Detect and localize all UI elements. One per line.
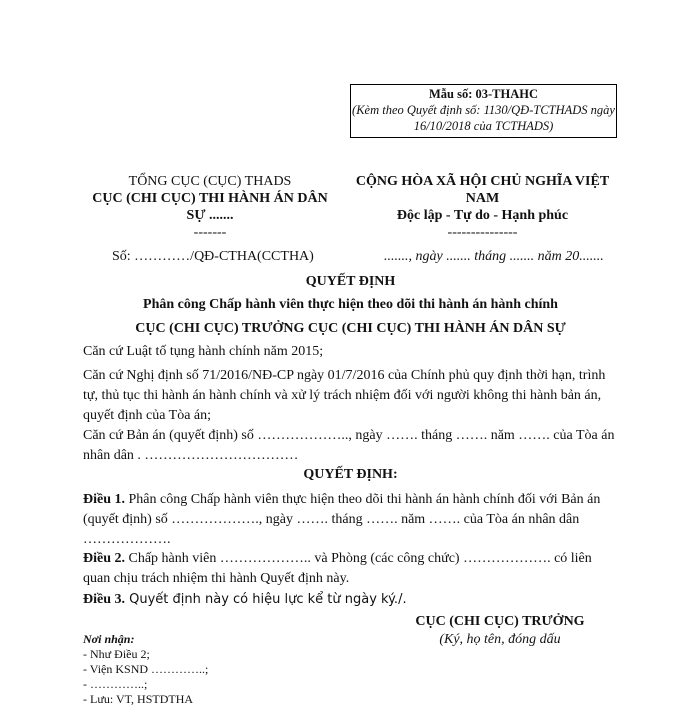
recipient-item: - Lưu: VT, HSTDTHA [83,692,194,706]
national-motto: Độc lập - Tự do - Hạnh phúc [396,208,569,223]
legal-basis-3: Căn cứ Bản án (quyết định) số ……………….., ngày ……. tháng ……. năm ……. của Tòa án nhân dân . …………………………… [83,428,615,463]
agency-parent: TỔNG CỤC (CỤC) THADS [128,174,292,189]
article-text: Phân công Chấp hành viên thực hiện theo dõi thi hành án hành chính đối với Bản án (quyết định) số ………………., ngày ……. tháng ……. năm ……. của Tòa án nhân dân ………………. [83,492,601,547]
decision-number: Số: …………/QĐ-CTHA(CCTHA) [112,249,314,264]
issuing-agency [83,173,337,241]
motto-divider: --------------- [447,225,518,240]
agency-name: CỤC (CHI CỤC) THI HÀNH ÁN DÂN SỰ ....... [92,191,328,223]
recipient-item: - Viện KSND …………..; [83,662,209,676]
republic-name: CỘNG HÒA XÃ HỘI CHỦ NGHĨA VIỆT NAM [355,174,610,206]
recipients-block [83,632,283,707]
form-note: (Kèm theo Quyết định số: 1130/QĐ-TCTHADS ngày 16/10/2018 của TCTHADS) [352,103,615,133]
signature-title: CỤC (CHI CỤC) TRƯỞNG [415,614,585,629]
signature-block [380,613,620,649]
article-label: Điều 2. [83,551,125,566]
article-text: Quyết định này có hiệu lực kể từ ngày ký./. [125,592,407,607]
article-2 [83,549,618,589]
article-1 [83,490,618,550]
decides-heading: QUYẾT ĐỊNH: [303,467,398,482]
form-code: Mẫu số: 03-THAHC [428,87,539,101]
article-label: Điều 1. [83,492,125,507]
issue-date: ......., ngày ....... tháng ....... năm 20....... [384,249,604,264]
document-subject: Phân công Chấp hành viên thực hiện theo dõi thi hành án hành chính [143,297,558,312]
article-3 [83,590,618,610]
recipients-heading: Nơi nhận: [83,632,135,646]
document-type: QUYẾT ĐỊNH [305,274,396,289]
article-label: Điều 3. [83,592,125,607]
recipient-item: - Như Điều 2; [83,647,150,661]
agency-divider: ------- [193,225,227,240]
legal-basis-2: Căn cứ Nghị định số 71/2016/NĐ-CP ngày 01/7/2016 của Chính phủ quy định thời hạn, trình tự, thủ tục thi hành án hành chính và xử lý trách nhiệm đối với người không thi hành bản án, quyết định của Tòa án; [83,368,606,423]
form-number-box [350,84,617,138]
national-header [345,173,620,241]
article-text: Chấp hành viên ……………….. và Phòng (các công chức) ………………. có liên quan chịu trách nhiệm thi hành Quyết định này. [83,551,592,586]
signature-note: (Ký, họ tên, đóng dấu [439,632,561,647]
issuing-authority: CỤC (CHI CỤC) TRƯỞNG CỤC (CHI CỤC) THI HÀNH ÁN DÂN SỰ [135,321,566,336]
legal-basis-1: Căn cứ Luật tố tụng hành chính năm 2015; [83,344,324,359]
recipient-item: - …………..; [83,677,148,691]
